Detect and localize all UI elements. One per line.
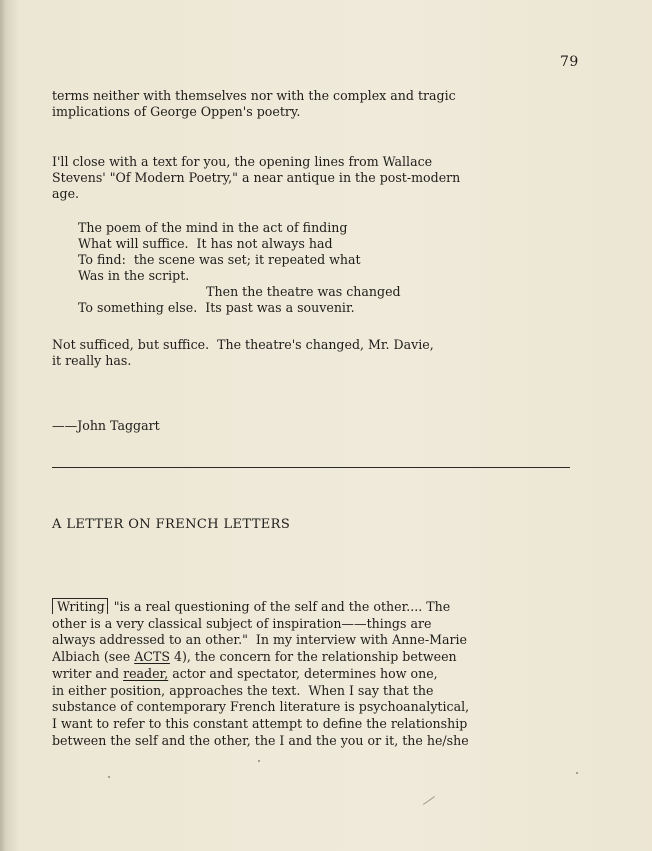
- page-number: 79: [560, 54, 579, 70]
- text-line: [52, 649, 469, 666]
- text-line: [52, 666, 469, 683]
- paper-speck: [108, 776, 110, 778]
- text-line: Stevens' "Of Modern Poetry," a near antique in the post-modern: [52, 170, 461, 185]
- poem-line: To find: the scene was set; it repeated what: [78, 252, 361, 267]
- text-run: Albiach (see: [52, 649, 135, 665]
- text-line: I want to refer to this constant attempt to define the relationship: [52, 715, 468, 731]
- poem-line: What will suffice. It has not always had: [78, 236, 333, 251]
- text-line: substance of contemporary French literature is psychoanalytical,: [52, 699, 470, 715]
- paragraph-stevens-intro: [52, 154, 460, 202]
- text-line: terms neither with themselves nor with the complex and tragic: [52, 88, 456, 103]
- text-run: "is a real questioning of the self and the other.... The: [113, 599, 451, 614]
- text-run: actor and spectator, determines how one,: [168, 665, 438, 681]
- text-run: 4), the concern for the relationship between: [169, 649, 457, 665]
- paper-mark: [423, 796, 435, 805]
- author-signature: ——John Taggart: [52, 418, 160, 433]
- text-run: writer and: [52, 665, 124, 681]
- poem-quotation: [78, 220, 401, 316]
- text-line: always addressed to an other." In my interview with Anne-Marie: [52, 632, 467, 648]
- text-line: [52, 598, 469, 616]
- text-line: other is a very classical subject of inspiration——things are: [52, 615, 432, 631]
- text-line: Not sufficed, but suffice. The theatre's changed, Mr. Davie,: [52, 337, 434, 352]
- text-line: it really has.: [52, 353, 132, 368]
- poem-line: The poem of the mind in the act of finding: [78, 220, 348, 235]
- text-line: in either position, approaches the text. When I say that the: [52, 682, 434, 698]
- section-divider: [52, 467, 570, 468]
- paragraph-oppen: [52, 88, 456, 120]
- text-line: I'll close with a text for you, the opening lines from Wallace: [52, 154, 433, 169]
- underlined-word: reader,: [123, 665, 169, 681]
- poem-line: To something else. Its past was a souvenir.: [78, 300, 355, 315]
- letter-body: [52, 598, 469, 749]
- bracketed-word: Writing: [52, 598, 108, 614]
- section-heading: A LETTER ON FRENCH LETTERS: [52, 517, 291, 532]
- underlined-title: ACTS: [134, 649, 170, 665]
- paper-speck: [258, 760, 260, 762]
- paper-speck: [576, 772, 578, 774]
- text-line: between the self and the other, the I and the you or it, the he/she: [52, 732, 469, 748]
- paragraph-davie: [52, 337, 434, 369]
- text-line: implications of George Oppen's poetry.: [52, 104, 301, 119]
- text-line: age.: [52, 186, 80, 201]
- poem-line: Was in the script.: [78, 268, 190, 283]
- poem-line: Then the theatre was changed: [78, 284, 401, 299]
